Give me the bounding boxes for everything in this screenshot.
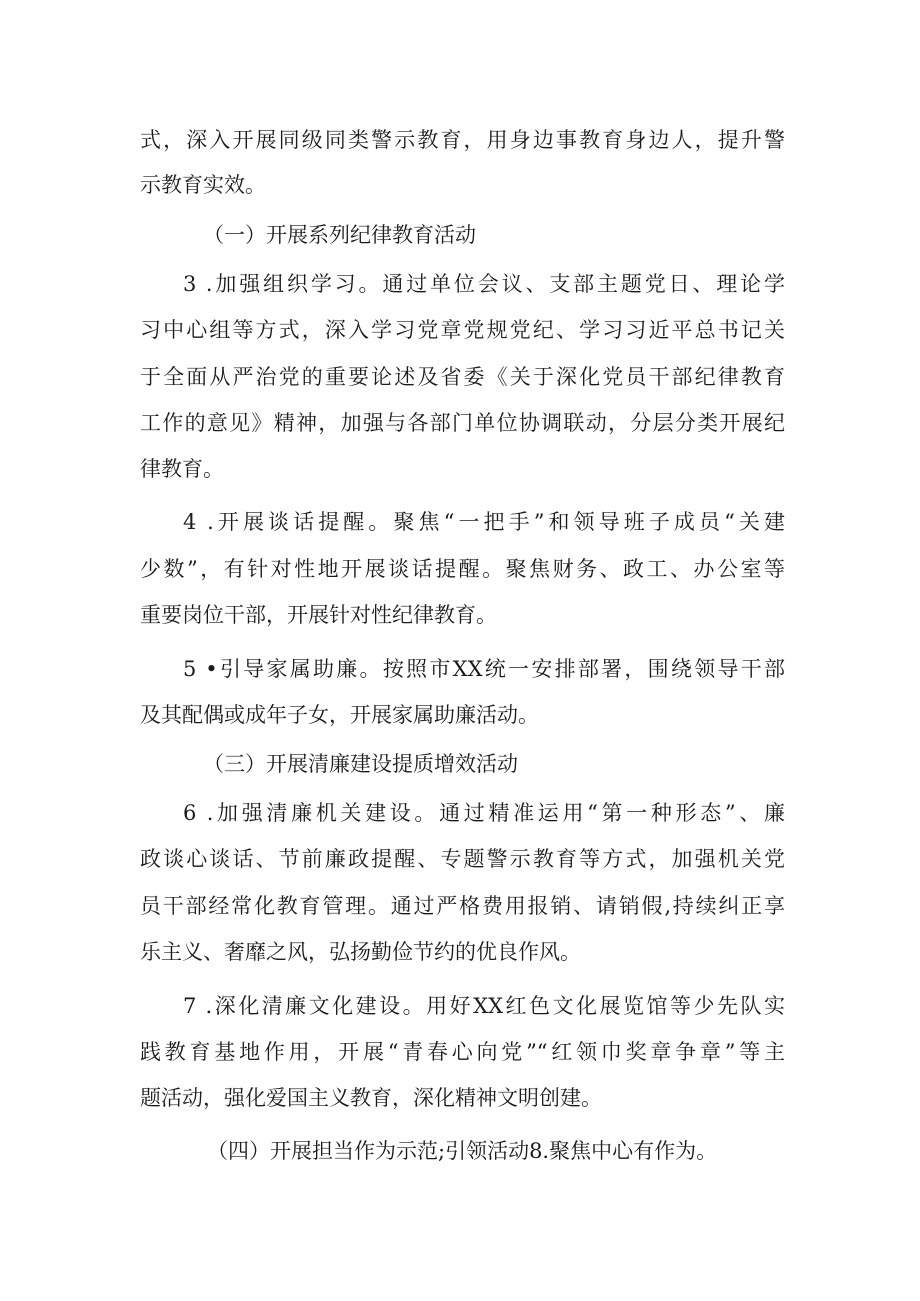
paragraph-line: 于全面从严治党的重要论述及省委《关于深化党员干部纪律教育 <box>140 365 785 389</box>
paragraph-line: 乐主义、奢靡之风，弘扬勤俭节约的优良作风。 <box>140 940 581 964</box>
paragraph-line: 工作的意见》精神，加强与各部门单位协调联动，分层分类开展纪 <box>140 411 785 435</box>
paragraph-line: 少数”，有针对性地开展谈话提醒。聚焦财务、政工、办公室等 <box>140 557 785 581</box>
paragraph-line: 7 .深化清廉文化建设。用好XX红色文化展览馆等少先队实 <box>183 994 785 1018</box>
paragraph-line: 员干部经常化教育管理。通过严格费用报销、请销假,持续纠正享 <box>140 894 785 918</box>
paragraph-line: 5 •引导家属助廉。按照市XX统一安排部署，围绕领导干部 <box>183 657 785 681</box>
paragraph-line: 题活动，强化爱国主义教育，深化精神文明创建。 <box>140 1086 602 1110</box>
paragraph-line: 践教育基地作用，开展“青春心向党”“红领巾奖章争章”等主 <box>140 1040 785 1064</box>
section-heading-3: （三）开展清廉建设提质增效活动 <box>203 752 518 776</box>
paragraph-line: 3 .加强组织学习。通过单位会议、支部主题党日、理论学 <box>183 272 785 296</box>
paragraph-line: 律教育。 <box>140 457 224 481</box>
paragraph-line: 重要岗位干部，开展针对性纪律教育。 <box>140 603 497 627</box>
paragraph-line: 4 .开展谈话提醒。聚焦“一把手”和领导班子成员“关建 <box>183 510 785 534</box>
section-heading-1: （一）开展系列纪律教育活动 <box>203 223 476 247</box>
paragraph-line: 及其配偶或成年子女，开展家属助廉活动。 <box>140 703 539 727</box>
paragraph-line: 式，深入开展同级同类警示教育，用身边事教育身边人，提升警 <box>140 128 785 152</box>
paragraph-line: 习中心组等方式，深入学习党章党规党纪、学习习近平总书记关 <box>140 318 785 342</box>
paragraph-line: 6 .加强清廉机关建设。通过精准运用“第一种形态”、廉 <box>183 801 785 825</box>
paragraph-line: 示教育实效。 <box>140 173 266 197</box>
paragraph-line: 政谈心谈话、节前廉政提醒、专题警示教育等方式，加强机关党 <box>140 847 785 871</box>
section-heading-4: （四）开展担当作为示范;引领活动8.聚焦中心有作为。 <box>207 1139 718 1163</box>
